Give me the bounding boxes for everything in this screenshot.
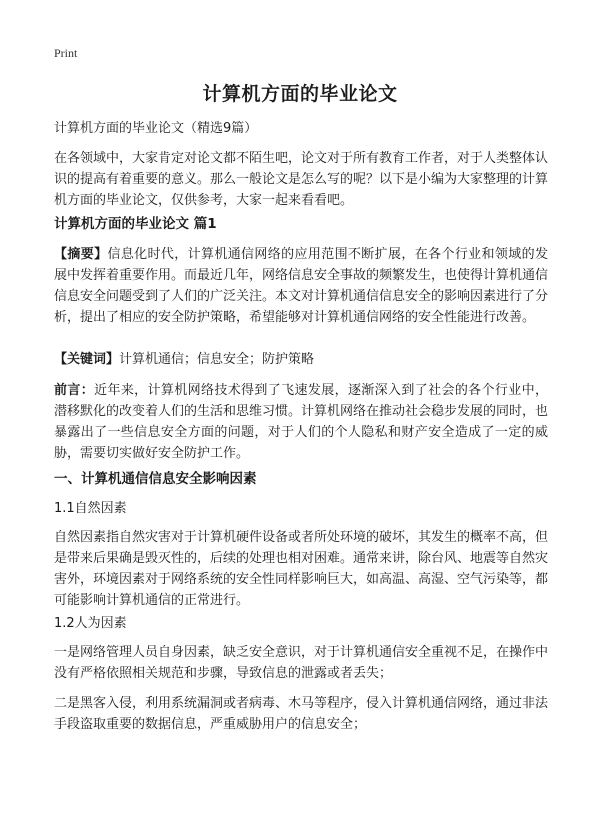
preface-tag: 前言： bbox=[54, 383, 95, 398]
section-heading-influence-factors: 一、计算机通信信息安全影响因素 bbox=[54, 471, 257, 487]
subheading-natural-factors: 1.1自然因素 bbox=[54, 501, 127, 516]
keywords-tag: 【关键词】 bbox=[54, 352, 120, 367]
intro-paragraph: 在各领域中，大家肯定对论文都不陌生吧，论文对于所有教育工作者，对于人类整体认识的提高有着重要的意义。那么一般论文是怎么写的呢？以下是小编为大家整理的计算机方面的毕业论文，仅供参考，大家一起来看看吧。 bbox=[54, 151, 549, 208]
subheading-human-factors: 1.2人为因素 bbox=[54, 616, 127, 631]
keywords-text: 计算机通信；信息安全；防护策略 bbox=[119, 352, 315, 367]
human-factors-paragraph-2: 二是黑客入侵，利用系统漏洞或者病毒、木马等程序，侵入计算机通信网络，通过非法手段盗取重要的数据信息，严重威胁用户的信息安全； bbox=[54, 696, 549, 732]
preface-paragraph bbox=[54, 380, 548, 464]
document-subtitle: 计算机方面的毕业论文（精选9篇） bbox=[54, 121, 258, 136]
abstract-text: 信息化时代，计算机通信网络的应用范围不断扩展，在各个行业和领域的发展中发挥着重要作用。而最近几年，网络信息安全事故的频繁发生，也使得计算机通信信息安全问题受到了人们的广泛关注。本文对计算机通信信息安全的影响因素进行了分析，提出了相应的安全防护策略，希望能够对计算机通信网络的安全性能进行改善。 bbox=[54, 247, 549, 325]
abstract-tag: 【摘要】 bbox=[54, 247, 108, 262]
keywords-paragraph bbox=[54, 349, 548, 370]
abstract-paragraph bbox=[54, 244, 548, 328]
document-title: 计算机方面的毕业论文 bbox=[202, 83, 398, 105]
human-factors-paragraph-1: 一是网络管理人员自身因素，缺乏安全意识，对于计算机通信安全重视不足，在操作中没有严格依照相关规范和步骤，导致信息的泄露或者丢失； bbox=[54, 645, 549, 681]
preface-text: 近年来，计算机网络技术得到了飞速发展，逐渐深入到了社会的各个行业中，潜移默化的改变着人们的生活和思维习惯。计算机网络在推动社会稳步发展的同时，也暴露出了一些信息安全方面的问题，对于人们的个人隐私和财产安全造成了一定的威胁，需要切实做好安全防护工作。 bbox=[54, 383, 549, 461]
natural-factors-paragraph: 自然因素指自然灾害对于计算机硬件设备或者所处环境的破坏，其发生的概率不高，但是带来后果确是毁灭性的，后续的处理也相对困难。通常来讲，除台风、地震等自然灾害外，环境因素对于网络系统的安全性同样影响巨大，如高温、高湿、空气污染等，都可能影响计算机通信的正常进行。 bbox=[54, 530, 549, 608]
print-label[interactable]: Print bbox=[54, 46, 78, 60]
section-heading-article1: 计算机方面的毕业论文 篇1 bbox=[54, 216, 217, 232]
